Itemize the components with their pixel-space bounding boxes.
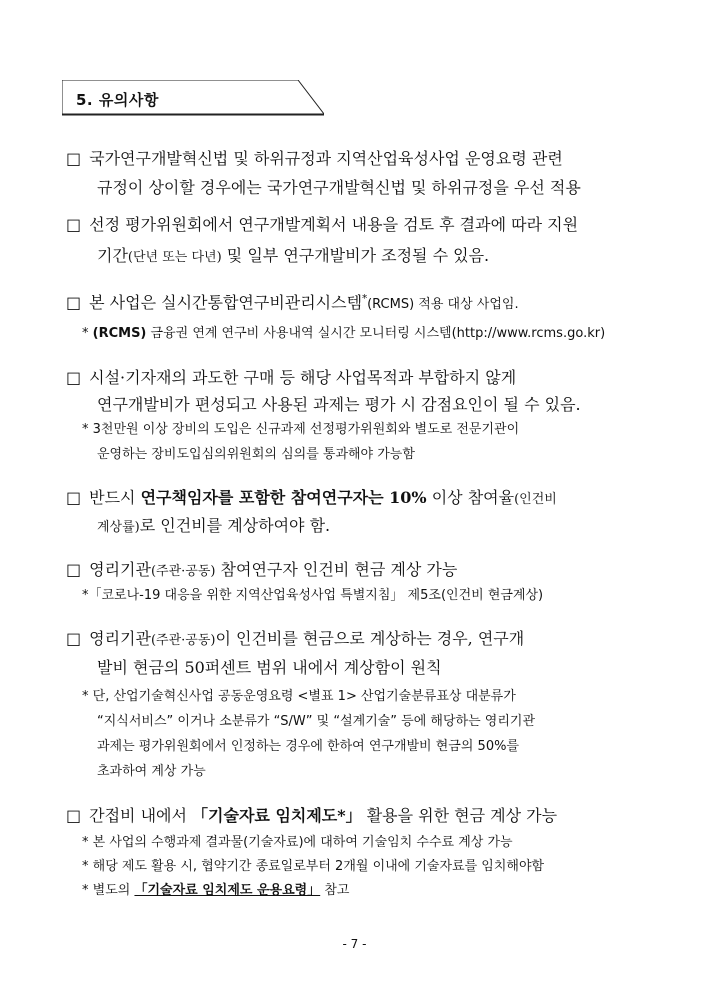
item-4-note-1: * 3천만원 이상 장비의 도입은 신규과제 선정평가위원회와 별도로 전문기관이 — [82, 422, 520, 437]
checkbox-icon: □ — [66, 806, 82, 825]
page-number: - 7 - — [342, 937, 367, 951]
item-4-line-1: □ 시설·기자재의 과도한 구매 등 해당 사업목적과 부합하지 않게 — [66, 368, 517, 387]
item-1-line-1: □ 국가연구개발혁신법 및 하위규정과 지역산업육성사업 운영요령 관련 — [66, 149, 563, 168]
checkbox-icon: □ — [66, 215, 82, 234]
checkbox-icon: □ — [66, 629, 82, 648]
item-8-note-1: * 본 사업의 수행과제 결과물(기술자료)에 대하여 기술임치 수수료 계상 가능 — [82, 835, 513, 850]
item-3-note: * (RCMS) 금융권 연계 연구비 사용내역 실시간 모니터링 시스템(http://www.rcms.go.kr) — [82, 326, 606, 341]
item-6-note: *「코로나-19 대응을 위한 지역산업육성사업 특별지침」 제5조(인건비 현금계상) — [82, 588, 544, 603]
checkbox-icon: □ — [66, 368, 82, 387]
item-2-line-1: □ 선정 평가위원회에서 연구개발계획서 내용을 검토 후 결과에 따라 지원 — [66, 215, 579, 234]
item-7-note-2: “지식서비스” 이거나 소분류가 “S/W” 및 “설계기술” 등에 해당하는 영리기관 — [97, 714, 536, 729]
checkbox-icon: □ — [66, 488, 82, 507]
checkbox-icon: □ — [66, 293, 82, 312]
checkbox-icon: □ — [66, 560, 82, 579]
checkbox-icon: □ — [66, 149, 82, 168]
item-7-note-4: 초과하여 계상 가능 — [97, 764, 206, 779]
item-8-note-2: * 해당 제도 활용 시, 협약기간 종료일로부터 2개월 이내에 기술자료를 임치해야함 — [82, 859, 545, 874]
item-8-note-3: * 별도의 「기술자료 임치제도 운용요령」 참고 — [82, 883, 350, 898]
item-7-note-3: 과제는 평가위원회에서 인정하는 경우에 한하여 연구개발비 현금의 50%를 — [97, 739, 520, 754]
section-title: 5. 유의사항 — [76, 91, 159, 109]
item-8-line-1: □ 간접비 내에서 「기술자료 임치제도*」 활용을 위한 현금 계상 가능 — [66, 806, 558, 825]
item-1-line-2: 규정이 상이할 경우에는 국가연구개발혁신법 및 하위규정을 우선 적용 — [97, 178, 581, 197]
item-7-line-1: □ 영리기관(주관·공동)이 인건비를 현금으로 계상하는 경우, 연구개 — [66, 629, 525, 648]
item-7-line-2: 발비 현금의 50퍼센트 범위 내에서 계상함이 원칙 — [97, 658, 442, 677]
item-4-note-2: 운영하는 장비도입심의위원회의 심의를 통과해야 가능함 — [97, 447, 415, 462]
item-2-line-2: 기간(단년 또는 다년) 및 일부 연구개발비가 조정될 수 있음. — [97, 246, 490, 265]
item-7-note-1: * 단, 산업기술혁신사업 공동운영요령 <별표 1> 산업기술분류표상 대분류가 — [82, 689, 516, 704]
section-header — [62, 80, 324, 116]
item-3-line-1: □ 본 사업은 실시간통합연구비관리시스템*(RCMS) 적용 대상 사업임. — [66, 293, 519, 312]
item-4-line-2: 연구개발비가 편성되고 사용된 과제는 평가 시 감점요인이 될 수 있음. — [97, 395, 581, 414]
item-6-line-1: □ 영리기관(주관·공동) 참여연구자 인건비 현금 계상 가능 — [66, 560, 458, 579]
item-5-line-2: 계상률)로 인건비를 계상하여야 함. — [97, 516, 331, 535]
item-5-line-1: □ 반드시 연구책임자를 포함한 참여연구자는 10% 이상 참여율(인건비 — [66, 488, 557, 507]
